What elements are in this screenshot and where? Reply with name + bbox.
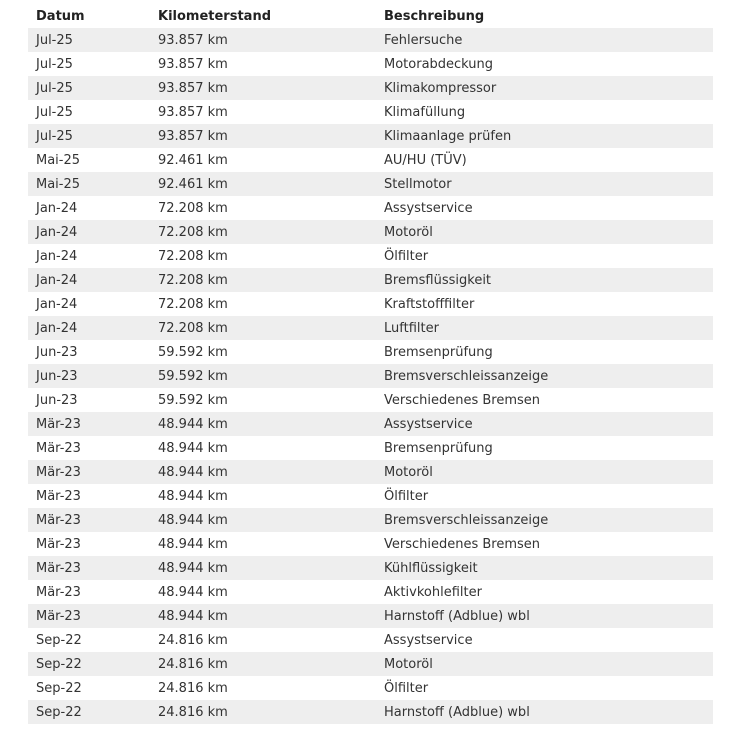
cell-datum: Mai-25 bbox=[28, 172, 150, 196]
table-row bbox=[28, 676, 713, 700]
service-history-table-wrapper bbox=[28, 4, 713, 724]
cell-beschreibung: Luftfilter bbox=[376, 316, 713, 340]
cell-datum: Jun-23 bbox=[28, 388, 150, 412]
cell-kilometerstand: 93.857 km bbox=[150, 124, 376, 148]
cell-datum: Jan-24 bbox=[28, 292, 150, 316]
cell-beschreibung: AU/HU (TÜV) bbox=[376, 148, 713, 172]
cell-datum: Mär-23 bbox=[28, 436, 150, 460]
cell-beschreibung: Klimafüllung bbox=[376, 100, 713, 124]
cell-beschreibung: Assystservice bbox=[376, 628, 713, 652]
table-row bbox=[28, 316, 713, 340]
cell-kilometerstand: 72.208 km bbox=[150, 268, 376, 292]
header-kilometerstand: Kilometerstand bbox=[158, 8, 272, 24]
cell-kilometerstand: 59.592 km bbox=[150, 364, 376, 388]
table-row bbox=[28, 436, 713, 460]
cell-kilometerstand: 72.208 km bbox=[150, 244, 376, 268]
cell-datum: Jul-25 bbox=[28, 100, 150, 124]
cell-datum: Mär-23 bbox=[28, 532, 150, 556]
cell-kilometerstand: 72.208 km bbox=[150, 196, 376, 220]
table-row bbox=[28, 100, 713, 124]
table-row bbox=[28, 700, 713, 724]
table-row bbox=[28, 604, 713, 628]
cell-kilometerstand: 92.461 km bbox=[150, 148, 376, 172]
cell-beschreibung: Assystservice bbox=[376, 196, 713, 220]
table-row bbox=[28, 244, 713, 268]
cell-datum: Sep-22 bbox=[28, 676, 150, 700]
cell-beschreibung: Aktivkohlefilter bbox=[376, 580, 713, 604]
table-row bbox=[28, 172, 713, 196]
cell-kilometerstand: 48.944 km bbox=[150, 532, 376, 556]
cell-kilometerstand: 93.857 km bbox=[150, 28, 376, 52]
cell-datum: Jul-25 bbox=[28, 124, 150, 148]
table-body bbox=[28, 28, 713, 724]
cell-datum: Mär-23 bbox=[28, 460, 150, 484]
cell-beschreibung: Klimaanlage prüfen bbox=[376, 124, 713, 148]
table-row bbox=[28, 628, 713, 652]
cell-beschreibung: Bremsflüssigkeit bbox=[376, 268, 713, 292]
cell-datum: Mär-23 bbox=[28, 604, 150, 628]
cell-beschreibung: Stellmotor bbox=[376, 172, 713, 196]
cell-kilometerstand: 72.208 km bbox=[150, 220, 376, 244]
cell-beschreibung: Ölfilter bbox=[376, 244, 713, 268]
table-row bbox=[28, 556, 713, 580]
cell-beschreibung: Harnstoff (Adblue) wbl bbox=[376, 700, 713, 724]
cell-kilometerstand: 48.944 km bbox=[150, 484, 376, 508]
cell-datum: Mär-23 bbox=[28, 580, 150, 604]
table-row bbox=[28, 508, 713, 532]
service-history-table bbox=[28, 4, 713, 724]
cell-kilometerstand: 24.816 km bbox=[150, 676, 376, 700]
cell-kilometerstand: 48.944 km bbox=[150, 460, 376, 484]
cell-kilometerstand: 48.944 km bbox=[150, 604, 376, 628]
table-row bbox=[28, 52, 713, 76]
table-row bbox=[28, 484, 713, 508]
cell-datum: Jan-24 bbox=[28, 316, 150, 340]
table-row bbox=[28, 580, 713, 604]
cell-datum: Sep-22 bbox=[28, 652, 150, 676]
table-row bbox=[28, 268, 713, 292]
table-row bbox=[28, 196, 713, 220]
header-datum: Datum bbox=[36, 8, 85, 24]
cell-kilometerstand: 72.208 km bbox=[150, 316, 376, 340]
cell-kilometerstand: 48.944 km bbox=[150, 556, 376, 580]
cell-kilometerstand: 48.944 km bbox=[150, 580, 376, 604]
cell-datum: Jun-23 bbox=[28, 364, 150, 388]
header-row bbox=[28, 4, 713, 28]
cell-beschreibung: Ölfilter bbox=[376, 484, 713, 508]
cell-kilometerstand: 24.816 km bbox=[150, 652, 376, 676]
table-row bbox=[28, 124, 713, 148]
cell-beschreibung: Kraftstofffilter bbox=[376, 292, 713, 316]
cell-kilometerstand: 24.816 km bbox=[150, 628, 376, 652]
cell-datum: Mär-23 bbox=[28, 556, 150, 580]
table-row bbox=[28, 148, 713, 172]
cell-datum: Mär-23 bbox=[28, 412, 150, 436]
table-row bbox=[28, 220, 713, 244]
cell-datum: Jan-24 bbox=[28, 196, 150, 220]
cell-kilometerstand: 48.944 km bbox=[150, 436, 376, 460]
cell-datum: Jan-24 bbox=[28, 220, 150, 244]
cell-datum: Jun-23 bbox=[28, 340, 150, 364]
table-row bbox=[28, 292, 713, 316]
cell-beschreibung: Klimakompressor bbox=[376, 76, 713, 100]
cell-datum: Jan-24 bbox=[28, 244, 150, 268]
table-row bbox=[28, 340, 713, 364]
cell-datum: Sep-22 bbox=[28, 700, 150, 724]
cell-beschreibung: Motoröl bbox=[376, 652, 713, 676]
cell-beschreibung: Bremsverschleissanzeige bbox=[376, 364, 713, 388]
cell-beschreibung: Fehlersuche bbox=[376, 28, 713, 52]
cell-beschreibung: Motorabdeckung bbox=[376, 52, 713, 76]
table-row bbox=[28, 28, 713, 52]
header-beschreibung: Beschreibung bbox=[384, 8, 485, 24]
cell-datum: Jul-25 bbox=[28, 52, 150, 76]
cell-beschreibung: Motoröl bbox=[376, 220, 713, 244]
table-row bbox=[28, 364, 713, 388]
cell-datum: Sep-22 bbox=[28, 628, 150, 652]
cell-datum: Mär-23 bbox=[28, 508, 150, 532]
cell-kilometerstand: 24.816 km bbox=[150, 700, 376, 724]
cell-kilometerstand: 92.461 km bbox=[150, 172, 376, 196]
table-row bbox=[28, 412, 713, 436]
cell-datum: Jul-25 bbox=[28, 76, 150, 100]
cell-datum: Mai-25 bbox=[28, 148, 150, 172]
cell-kilometerstand: 72.208 km bbox=[150, 292, 376, 316]
cell-beschreibung: Verschiedenes Bremsen bbox=[376, 532, 713, 556]
cell-datum: Jul-25 bbox=[28, 28, 150, 52]
table-row bbox=[28, 388, 713, 412]
cell-beschreibung: Bremsverschleissanzeige bbox=[376, 508, 713, 532]
cell-beschreibung: Assystservice bbox=[376, 412, 713, 436]
cell-kilometerstand: 93.857 km bbox=[150, 76, 376, 100]
cell-datum: Mär-23 bbox=[28, 484, 150, 508]
cell-kilometerstand: 48.944 km bbox=[150, 412, 376, 436]
cell-beschreibung: Ölfilter bbox=[376, 676, 713, 700]
table-row bbox=[28, 532, 713, 556]
table-header bbox=[28, 4, 713, 28]
cell-beschreibung: Harnstoff (Adblue) wbl bbox=[376, 604, 713, 628]
cell-kilometerstand: 93.857 km bbox=[150, 100, 376, 124]
cell-kilometerstand: 93.857 km bbox=[150, 52, 376, 76]
table-row bbox=[28, 652, 713, 676]
cell-beschreibung: Kühlflüssigkeit bbox=[376, 556, 713, 580]
table-row bbox=[28, 460, 713, 484]
cell-beschreibung: Bremsenprüfung bbox=[376, 340, 713, 364]
cell-beschreibung: Motoröl bbox=[376, 460, 713, 484]
cell-kilometerstand: 59.592 km bbox=[150, 340, 376, 364]
cell-beschreibung: Bremsenprüfung bbox=[376, 436, 713, 460]
cell-kilometerstand: 48.944 km bbox=[150, 508, 376, 532]
cell-kilometerstand: 59.592 km bbox=[150, 388, 376, 412]
table-row bbox=[28, 76, 713, 100]
cell-datum: Jan-24 bbox=[28, 268, 150, 292]
cell-beschreibung: Verschiedenes Bremsen bbox=[376, 388, 713, 412]
